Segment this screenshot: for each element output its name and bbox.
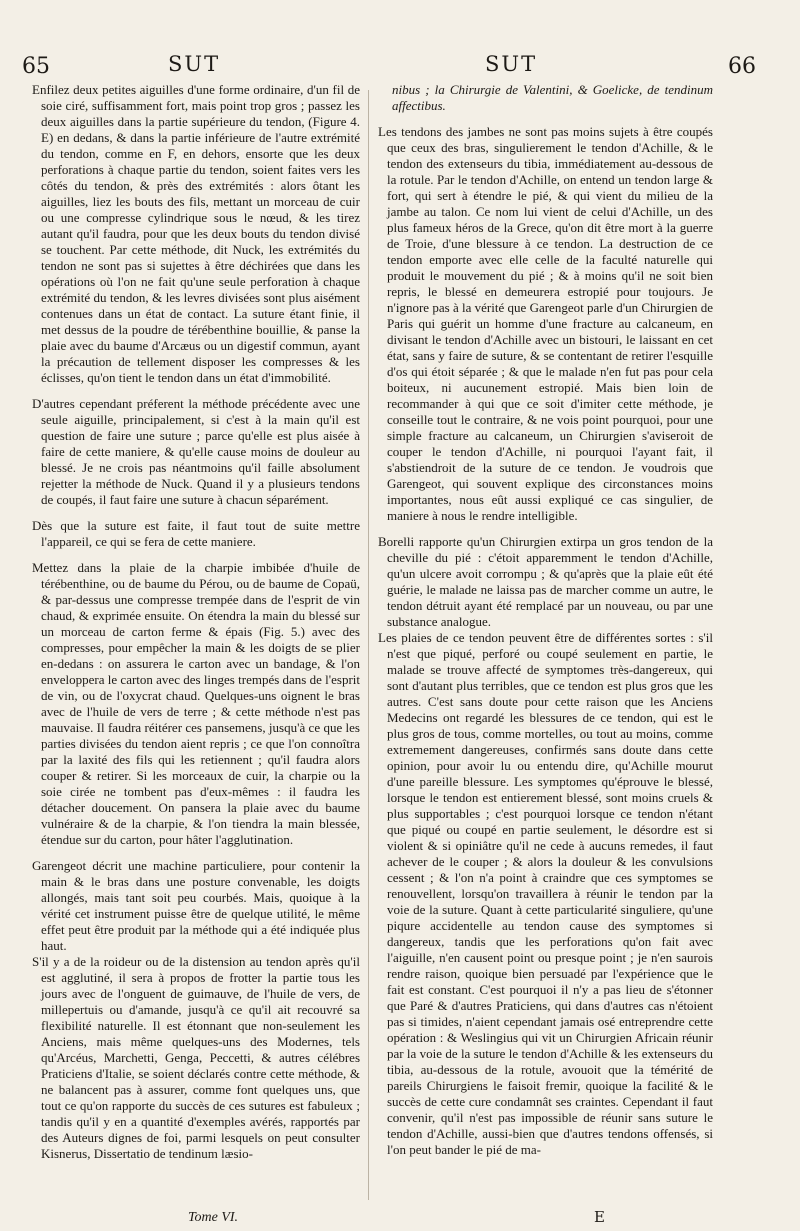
right-column — [378, 82, 713, 1168]
paragraph: Garengeot décrit une machine particuliere, pour contenir la main & le bras dans une posture convenable, les doigts allongés, mais tant soit peu courbés. Mais, quoique à la vérité cet instrument puisse être de quelque utilité, le même effet peut être produit par la méthode qui a été indiquée plus haut. — [32, 858, 360, 953]
paragraph: nibus ; la Chirurgie de Valentini, & Goelicke, de tendinum affectibus. — [392, 82, 713, 113]
signature-mark: E — [594, 1208, 605, 1226]
left-running-head: SUT — [168, 52, 221, 76]
left-column — [32, 82, 360, 1172]
paragraph: Borelli rapporte qu'un Chirurgien extirpa un gros tendon de la cheville du pié : c'étoit apparemment le tendon d'Achille, qu'un ulcere avoit corrompu ; & qu'après que la plaie eût été guérie, le malade ne laissa pas de marcher comme un autre, le tendon détruit ayant été remplacé par un nouveau, ou par une substance analogue. — [378, 534, 713, 629]
paragraph: Mettez dans la plaie de la charpie imbibée d'huile de térébenthine, ou de baume du Pérou, ou de baume de Copaü, & par-dessus une compresse trempée dans de l'esprit de vin chaud, & exprimée ensuite. On étendra la main du blessé sur un morceau de carton ferme & épais (Fig. 5.) avec des compresses, pour empêcher la main & les doigts de se plier en-dedans : on assurera le carton avec un bandage, & l'on enveloppera le carton avec des linges trempés dans de l'esprit de vin, ou de l'oxycrat chaud. Quelques-uns oignent le bras avec de l'huile de vers de terre ; & cette méthode n'est pas mauvaise. Il faudra réitérer ces pansemens, jusqu'à ce que les parties divisées du tendon aient repris ; ce que l'on connoîtra par la laxité des fils qui les retiennent ; qu'il faudra alors couper & retirer. Si les morceaux de cuir, la charpie ou la soie cirée ne tombent pas d'eux-mêmes : il faudra les détacher doucement. On pansera la plaie avec du baume vulnéraire & de la charpie, & l'on tiendra la main blessée, étendue sur du carton, pour hâter l'agglutination. — [32, 560, 360, 847]
right-page-number: 66 — [728, 54, 756, 79]
right-running-head: SUT — [485, 52, 538, 76]
paragraph: Les tendons des jambes ne sont pas moins sujets à être coupés que ceux des bras, singulierement le tendon d'Achille, & le tendon des extenseurs du tibia, immédiatement au-dessous de la rotule. Par le tendon d'Achille, on entend un tendon large & fort, qui sert à étendre le pié, & qui vient du milieu de la jambe au talon. Ce nom lui vient de celui d'Achille, un des plus fameux héros de la Grece, qu'on dit être mort à la guerre de Troie, d'une blessure à ce tendon. La destruction de ce tendon emporte avec elle celle de la faculté naturelle qui produit le mouvement du pié ; & à moins qu'il ne soit bien repris, le blessé en demeurera estropié pour toujours. Je n'ignore pas à la vérité que Garengeot parle d'un Chirurgien de Paris qui guérit un homme d'une fracture au calcaneum, en divisant le tendon d'Achille avec un bistouri, le laissant en cet état, sans y faire de suture, & se contentant de retirer l'esquille d'os qui étoit séparée ; & que le malade n'en fut pas pour cela boiteux, ni aucunement estropié. Mais bien loin de recommander à qui que ce soit d'imiter cette méthode, je conseille tout le contraire, & ne vois point pourquoi, pour une simple fracture au calcaneum, un Chirurgien s'aviseroit de couper le tendon d'Achille, ni pourquoi l'ayant fait, il s'abstiendroit de la suture de ce tendon. Je voudrois que Garengeot, qui souvent explique des circonstances moins importantes, nous eût aussi expliqué ce cas singulier, de maniere à nous le rendre intelligible. — [378, 124, 713, 523]
paragraph: Les plaies de ce tendon peuvent être de différentes sortes : s'il n'est que piqué, perforé ou coupé seulement en partie, le malade se trouve affecté de symptomes très-dangereux, qui sont d'autant plus terribles, que ce tendon est plus gros que les autres. C'est sans doute pour cette raison que les Anciens Medecins ont regardé les blessures de ce tendon, qui est le plus gros de tous, comme mortelles, ou tout au moins, comme extremement dangereuses, confirmés sans doute dans cette opinion, pour avoir lu ou entendu dire, qu'Achille mourut d'une pareille blessure. Les symptomes qu'éprouve le blessé, lorsque le tendon est entierement blessé, sont moins cruels & plus supportables ; c'est pourquoi lorsque ce tendon n'étant que piqué ou coupé en partie seulement, le désordre est si violent & si opiniâtre qu'il ne cede à aucuns remedes, il faut achever de le couper ; & alors la douleur & les convulsions cessent ; & l'on n'a point à craindre que ces symptomes se renouvellent, lorsqu'on travaillera à réunir le tendon par la voie de la suture. Quant à cette particularité singuliere, qu'une piqure accidentelle au tendon cause des symptomes si dangereux, tandis que les perforations qu'on fait avec l'aiguille, n'en causent point ou presque point ; je n'en saurois rendre raison, quoique bien persuadé par l'expérience que le fait est constant. C'est pourquoi il n'y a pas lieu de s'étonner que Paré & d'autres Praticiens, qui dans d'autres cas n'étoient pas si timides, n'aient cependant jamais osé entreprendre cette opération : & Weslingius qui vit un Chirurgien Africain réunir par la voie de la suture le tendon d'Achille & les extenseurs du tibia, au-dessous de la rotule, avouoit que la témérité de pareils Chirurgiens le faisoit fremir, quoique la facilité & le succès de cette cure condamnât ses craintes. Cependant il faut convenir, qu'il n'est pas impossible de réunir sans suture le tendon d'Achille, aussi-bien que d'autres tendons offensés, si l'on peut bander le pié de ma- — [378, 630, 713, 1157]
paragraph: D'autres cependant préferent la méthode précédente avec une seule aiguille, principalement, si c'est à la main qu'il est question de faire une suture ; parce qu'elle est plus aisée à faire de cette maniere, & qu'elle cause moins de douleur au blessé. Je ne crois pas néantmoins qu'il faille absolument rejetter la méthode de Nuck. Quand il y a plusieurs tendons de coupés, il faut faire une suture à chacun séparément. — [32, 396, 360, 507]
column-divider — [368, 90, 369, 1200]
paragraph: S'il y a de la roideur ou de la distension au tendon après qu'il est agglutiné, il sera à propos de frotter la partie tous les jours avec de l'onguent de guimauve, de l'huile de vers, de millepertuis ou d'amande, jusqu'à ce qu'il ait recouvré sa flexibilité naturelle. Il est étonnant que non-seulement les Anciens, mais même quelques-uns des Modernes, tels qu'Arcéus, Marchetti, Genga, Peccetti, & autres célébres Praticiens d'Italie, se soient déclarés contre cette méthode, & ne balancent pas à assurer, comme font quelques uns, que tout ce qu'on rapporte du succès de ces sutures est fabuleux ; tandis qu'il y en a quantité d'exemples avérés, rapportés par des Auteurs dignes de foi, parmi lesquels on peut consulter Kisnerus, Dissertatio de tendinum læsio- — [32, 954, 360, 1161]
left-page-number: 65 — [22, 54, 50, 79]
paragraph: Enfilez deux petites aiguilles d'une forme ordinaire, d'un fil de soie ciré, suffisamment fort, mais point trop gros ; passez les deux aiguilles dans la partie supérieure du tendon, (Figure 4. E) en dedans, & dans la partie inférieure de l'autre extrémité du tendon, comme en F, en dehors, ensorte que les deux perforations à chaque partie du tendon, soient faites vers les côtés du tendon, & près des extrémités : alors ôtant les aiguilles, liez les bouts des fils, mettant un morceau de cuir ou une compresse cylindrique sous le nœud, & les tirez autant qu'il faudra, pour que les deux bouts du tendon divisé se touchent. Par cette méthode, dit Nuck, les extrémités du tendon ne sont pas si sujettes à être déchirées que dans les opérations où l'on ne fait qu'une seule perforation à chaque extrémité du tendon, & les levres divisées sont plus aisément contenues dans un état de contact. La suture étant finie, il met dessus de la poudre de térébenthine bouillie, & panse la plaie avec du baume d'Arcæus ou un digestif commun, ayant la précaution de tellement disposer les compresses & les éclisses, qu'on tient le tendon dans un état d'immobilité. — [32, 82, 360, 385]
volume-label: Tome VI. — [188, 1210, 239, 1225]
paragraph: Dès que la suture est faite, il faut tout de suite mettre l'appareil, ce qui se fera de cette maniere. — [32, 518, 360, 549]
